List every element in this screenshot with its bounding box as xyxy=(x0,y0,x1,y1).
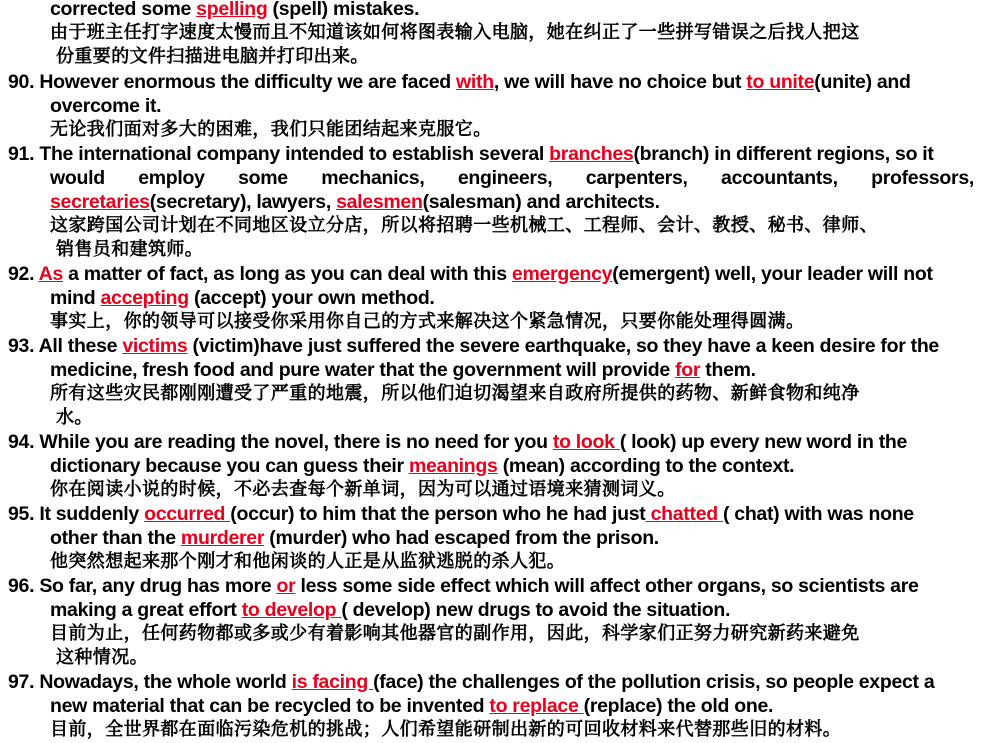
sentence-text: corrected some xyxy=(50,0,197,20)
sentence-text: , we will have no choice but xyxy=(493,71,747,93)
item-91-line-1 xyxy=(8,142,982,166)
sentence-text: So far, any drug has more xyxy=(34,575,277,597)
sentence-text: medicine, fresh food and pure water that the government will provide xyxy=(50,359,676,381)
sentence-text: The international company intended to establish several xyxy=(34,143,550,165)
item-number: 93. xyxy=(8,335,35,357)
answer-blank: As xyxy=(38,263,63,285)
item-number: 91. xyxy=(8,143,35,165)
sentence-text: While you are reading the novel, there is no need for you xyxy=(34,431,553,453)
sentence-text: ( develop) new drugs to avoid the situation. xyxy=(341,599,731,621)
sentence-text: (accept) your own method. xyxy=(188,287,435,309)
sentence-text: Nowadays, the whole world xyxy=(34,671,292,693)
answer-blank: chatted xyxy=(645,503,723,525)
answer-blank: occurred xyxy=(144,503,231,525)
item-97-line-1 xyxy=(8,670,982,694)
answer-blank: salesmen xyxy=(336,191,423,213)
sentence-text: (unite) and xyxy=(814,71,911,93)
sentence-text: ( look) up every new word in the xyxy=(619,431,908,453)
sentence-text: less some side effect which will affect other organs, so scientists are xyxy=(295,575,919,597)
item-92-line-2 xyxy=(50,286,982,310)
item-91-translation-1: 这家跨国公司计划在不同地区设立分店，所以将招聘一些机械工、工程师、会计、教授、秘书、律师、 xyxy=(50,215,878,236)
item-95-line-2 xyxy=(50,526,982,550)
sentence-text: (salesman) and architects. xyxy=(422,191,660,213)
item-96-line-2 xyxy=(50,598,982,622)
item-97-line-2 xyxy=(50,694,982,718)
item-94-translation-1: 你在阅读小说的时候，不必去查每个新单词，因为可以通过语境来猜测词义。 xyxy=(50,479,676,500)
item-91-translation-2: 销售员和建筑师。 xyxy=(56,239,204,260)
answer-blank: accepting xyxy=(100,287,189,309)
sentence-text: (victim)have just suffered the severe earthquake, so they have a keen desire for the xyxy=(187,335,939,357)
answer-blank: or xyxy=(276,575,296,597)
sentence-text: It suddenly xyxy=(34,503,145,525)
sentence-text: (spell) mistakes. xyxy=(267,0,420,20)
answer-blank: is facing xyxy=(291,671,374,693)
answer-blank: to develop xyxy=(241,599,342,621)
answer-blank: branches xyxy=(549,143,634,165)
item-96-line-1 xyxy=(8,574,982,598)
sentence-text: (replace) the old one. xyxy=(583,695,774,717)
item-95-line-1 xyxy=(8,502,982,526)
sentence-text: them. xyxy=(700,359,756,381)
answer-blank: to look xyxy=(552,431,620,453)
item-93-line-2 xyxy=(50,358,982,382)
item-93-translation-1: 所有这些灾民都刚刚遭受了严重的地震，所以他们迫切渴望来自政府所提供的药物、新鲜食物和纯净 xyxy=(50,383,860,404)
sentence-text: (occur) to him that the person who he had just xyxy=(230,503,646,525)
answer-blank: murderer xyxy=(180,527,265,549)
answer-blank: secretaries xyxy=(50,191,150,213)
answer-blank: spelling xyxy=(196,0,268,20)
item-91-line-2: would employ some mechanics, engineers, carpenters, accountants, professors, xyxy=(50,167,974,189)
item-number: 97. xyxy=(8,671,35,693)
item-92-translation-1: 事实上，你的领导可以接受你采用你自己的方式来解决这个紧急情况，只要你能处理得圆满。 xyxy=(50,311,805,332)
answer-blank: with xyxy=(456,71,494,93)
item-number: 94. xyxy=(8,431,35,453)
sentence-text: (face) the challenges of the pollution crisis, so people expect a xyxy=(373,671,935,693)
item-number: 96. xyxy=(8,575,35,597)
item-96-translation-1: 目前为止，任何药物都或多或少有着影响其他器官的副作用，因此，科学家们正努力研究新药来避免 xyxy=(50,623,860,644)
sentence-text: (secretary), lawyers, xyxy=(149,191,337,213)
sentence-text: making a great effort xyxy=(50,599,242,621)
answer-blank: to replace xyxy=(489,695,584,717)
item-90-line-2: overcome it. xyxy=(50,95,162,117)
item-90-line-1 xyxy=(8,70,982,94)
answer-blank: meanings xyxy=(408,455,498,477)
item-number: 92. xyxy=(8,263,35,285)
item-97-translation-1: 目前，全世界都在面临污染危机的挑战；人们希望能研制出新的可回收材料来代替那些旧的材料。 xyxy=(50,719,842,740)
sentence-text: ( chat) with was none xyxy=(722,503,914,525)
item-number: 90. xyxy=(8,71,35,93)
item-89-line-1 xyxy=(50,0,982,21)
item-95-translation-1: 他突然想起来那个刚才和他闲谈的人正是从监狱逃脱的杀人犯。 xyxy=(50,551,566,572)
sentence-text: new material that can be recycled to be invented xyxy=(50,695,490,717)
answer-blank: emergency xyxy=(511,263,613,285)
answer-blank: victims xyxy=(122,335,188,357)
sentence-text: (murder) who had escaped from the prison. xyxy=(264,527,659,549)
item-number: 95. xyxy=(8,503,35,525)
answer-blank: to unite xyxy=(746,71,815,93)
item-93-translation-2: 水。 xyxy=(56,407,93,428)
sentence-text: mind xyxy=(50,287,101,309)
sentence-text: (mean) according to the context. xyxy=(497,455,795,477)
item-89-translation-1: 由于班主任打字速度太慢而且不知道该如何将图表输入电脑，她在纠正了一些拼写错误之后找人把这 xyxy=(50,22,860,43)
item-92-line-1 xyxy=(8,262,982,286)
answer-blank: for xyxy=(675,359,701,381)
sentence-text: other than the xyxy=(50,527,181,549)
sentence-text: All these xyxy=(34,335,123,357)
item-90-translation-1: 无论我们面对多大的困难，我们只能团结起来克服它。 xyxy=(50,119,492,140)
sentence-text: a matter of fact, as long as you can deal with this xyxy=(62,263,512,285)
sentence-text: (branch) in different regions, so it xyxy=(633,143,934,165)
item-93-line-1 xyxy=(8,334,982,358)
sentence-text: (emergent) well, your leader will not xyxy=(612,263,933,285)
item-89-translation-2: 份重要的文件扫描进电脑并打印出来。 xyxy=(56,46,369,67)
sentence-text: However enormous the difficulty we are faced xyxy=(34,71,457,93)
item-94-line-1 xyxy=(8,430,982,454)
item-91-line-3 xyxy=(50,190,982,214)
item-94-line-2 xyxy=(50,454,982,478)
sentence-text: dictionary because you can guess their xyxy=(50,455,409,477)
item-96-translation-2: 这种情况。 xyxy=(56,647,148,668)
